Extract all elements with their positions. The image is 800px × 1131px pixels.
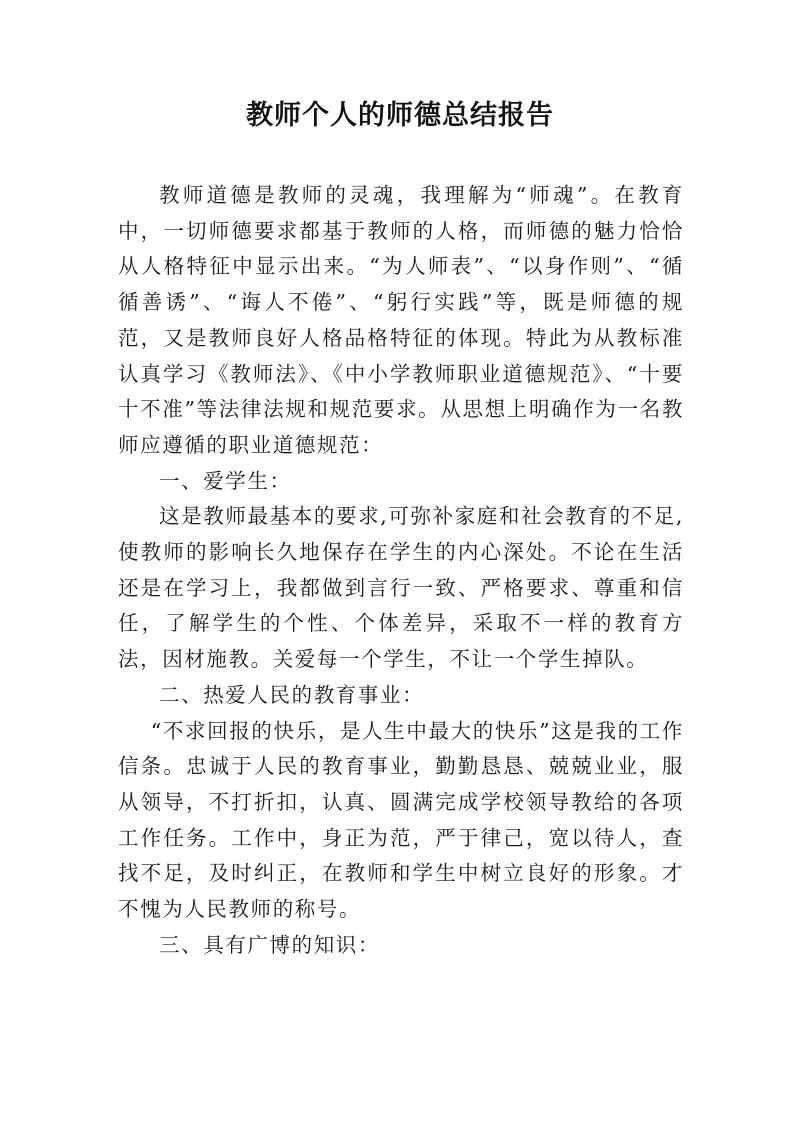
- love-students-paragraph: 这是教师最基本的要求,可弥补家庭和社会教育的不足,使教师的影响长久地保存在学生的内心深处。不论在生活还是在学习上，我都做到言行一致、严格要求、尊重和信任，了解学生的个性、个体差异，采取不一样的教育方法，因材施教。关爱每一个学生，不让一个学生掉队。: [118, 504, 684, 672]
- document-body: [118, 178, 684, 963]
- love-education-paragraph: “不求回报的快乐，是人生中最大的快乐”这是我的工作信条。忠诚于人民的教育事业，勤勤恳恳、兢兢业业，服从领导，不打折扣，认真、圆满完成学校领导教给的各项工作任务。工作中，身正为范，严于律己，宽以待人，查找不足，及时纠正，在教师和学生中树立良好的形象。才不愧为人民教师的称号。: [118, 718, 684, 922]
- section-heading-love-education: 二、热爱人民的教育事业：: [159, 682, 425, 707]
- section-heading-love-students: 一、爱学生：: [159, 468, 292, 493]
- document-title: 教师个人的师德总结报告: [246, 100, 554, 131]
- section-heading-broad-knowledge: 三、具有广博的知识：: [159, 932, 380, 957]
- intro-paragraph: 教师道德是教师的灵魂，我理解为“师魂”。在教育中，一切师德要求都基于教师的人格，而师德的魅力恰恰从人格特征中显示出来。“为人师表”、“以身作则”、“循循善诱”、“诲人不倦”、“躬行实践”等，既是师德的规范，又是教师良好人格品格特征的体现。特此为从教标准认真学习《教师法》、《中小学教师职业道德规范》、“十要十不准”等法律法规和规范要求。从思想上明确作为一名教师应遵循的职业道德规范：: [118, 183, 684, 457]
